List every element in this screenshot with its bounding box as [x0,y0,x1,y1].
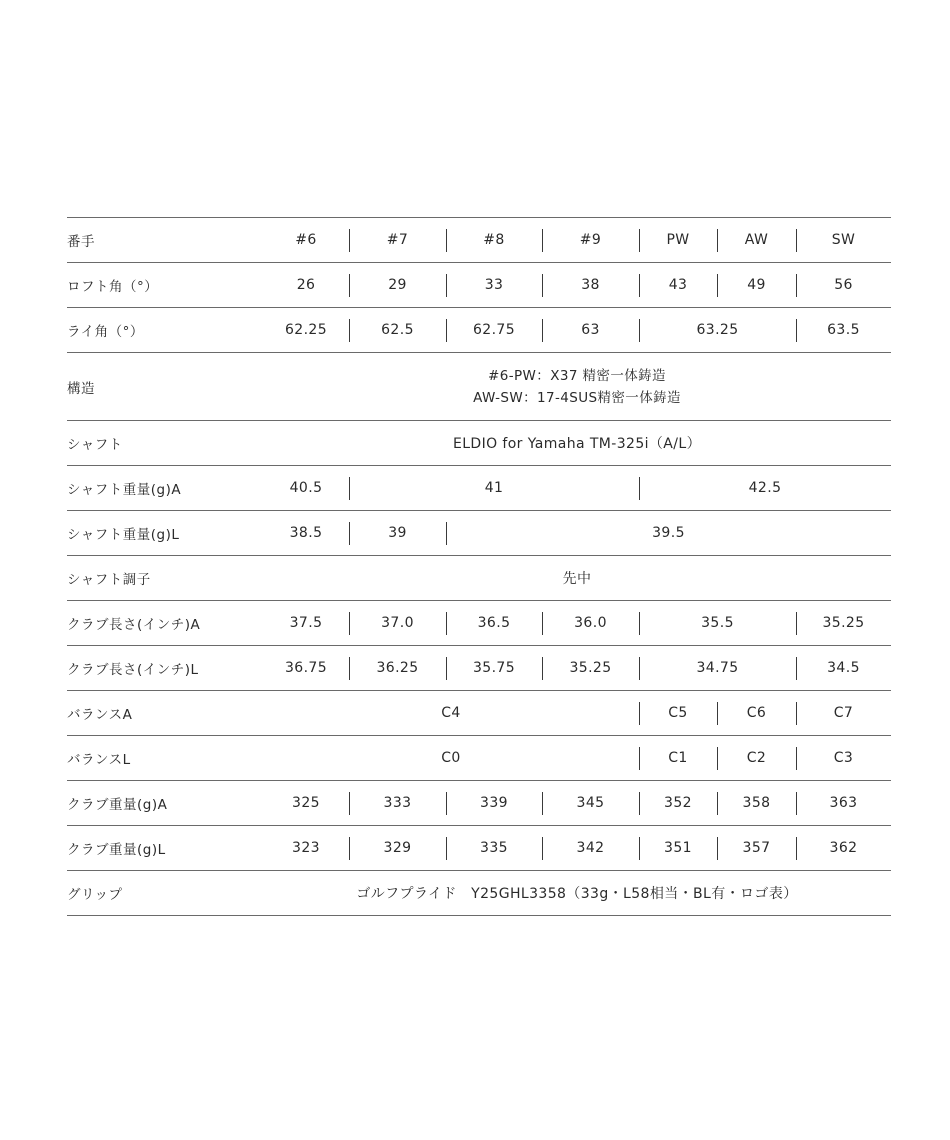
row-label: 構造 [67,380,95,397]
column-divider [639,274,640,297]
spec-cell: AW [744,232,769,248]
spec-cell: PW [666,232,690,248]
spec-row [67,870,891,916]
spec-cell: #8 [483,232,505,248]
column-divider [639,612,640,635]
spec-cell: C0 [441,750,461,766]
column-divider [446,522,447,545]
spec-cell-line: AW-SW：17-4SUS精密一体鋳造 [473,389,681,406]
spec-cell: 29 [388,277,407,293]
spec-cell: 41 [484,480,504,496]
row-label: グリップ [67,887,123,903]
column-divider [717,229,718,252]
column-divider [639,837,640,860]
spec-row [67,307,891,352]
column-divider [446,792,447,815]
spec-cell: 42.5 [748,480,782,496]
spec-cell: 37.0 [381,615,414,631]
column-divider [639,477,640,500]
column-divider [446,837,447,860]
column-divider [796,274,797,297]
row-label: シャフト重量(g)L [67,527,180,543]
spec-cell: 357 [742,840,771,856]
spec-cell: C5 [668,705,688,721]
column-divider [796,747,797,770]
column-divider [349,274,350,297]
spec-cell: 342 [576,840,605,856]
spec-cell: 39 [388,525,407,541]
spec-cell: 49 [747,277,766,293]
column-divider [796,229,797,252]
spec-cell: 56 [834,277,853,293]
column-divider [349,229,350,252]
spec-row [67,735,891,780]
spec-row [67,825,891,870]
column-divider [542,612,543,635]
column-divider [542,319,543,342]
row-label: クラブ重量(g)A [67,797,168,813]
spec-table [67,217,891,916]
spec-cell: 63.5 [827,322,860,338]
spec-cell: 329 [383,840,412,856]
column-divider [349,612,350,635]
column-divider [639,229,640,252]
column-divider [542,837,543,860]
column-divider [349,657,350,680]
column-divider [796,792,797,815]
row-label: クラブ長さ(インチ)A [67,617,201,633]
spec-cell: 34.5 [827,660,860,676]
row-label: 番手 [67,234,95,250]
spec-row [67,465,891,510]
spec-cell [263,353,891,420]
spec-cell: 62.5 [381,322,414,338]
column-divider [639,319,640,342]
row-label: バランスA [67,707,133,723]
spec-cell: 325 [292,795,320,811]
spec-row [67,510,891,555]
row-label: クラブ長さ(インチ)L [67,662,199,678]
column-divider [717,792,718,815]
spec-cell: 39.5 [652,525,685,541]
spec-cell: 36.25 [376,660,419,676]
spec-row [67,420,891,465]
row-label: ライ角（°） [67,324,144,340]
column-divider [542,657,543,680]
column-divider [542,274,543,297]
column-divider [639,657,640,680]
column-divider [796,657,797,680]
column-divider [349,837,350,860]
spec-row [67,262,891,307]
spec-row [67,690,891,735]
spec-cell: C4 [441,705,461,721]
spec-cell: ゴルフプライド Y25GHL3358（33g・L58相当・BL有・ロゴ表） [356,886,798,902]
row-label: クラブ重量(g)L [67,842,166,858]
spec-cell: 335 [480,840,508,856]
column-divider [639,702,640,725]
spec-cell: 26 [296,277,316,293]
column-divider [542,229,543,252]
spec-cell: 63.25 [696,322,739,338]
column-divider [717,274,718,297]
spec-cell: 38 [581,277,600,293]
spec-cell: 363 [829,795,858,811]
column-divider [446,657,447,680]
spec-cell: C7 [833,705,854,721]
column-divider [717,747,718,770]
spec-cell: 62.25 [284,322,328,338]
spec-cell: 35.5 [701,615,734,631]
column-divider [446,274,447,297]
spec-row [67,352,891,420]
row-label: ロフト角（°） [67,279,159,295]
spec-cell: 37.5 [289,615,323,631]
column-divider [446,612,447,635]
row-label: シャフト [67,437,123,453]
column-divider [796,702,797,725]
spec-cell: #7 [386,232,409,248]
column-divider [796,837,797,860]
spec-cell: 35.25 [822,615,865,631]
spec-cell: 62.75 [472,322,516,338]
row-label: バランスL [67,752,131,768]
spec-cell: 35.25 [569,660,612,676]
spec-cell: 352 [664,795,692,811]
spec-cell: 36.0 [574,615,607,631]
row-label: シャフト重量(g)A [67,482,182,498]
spec-cell: C3 [833,750,854,766]
spec-cell: C1 [668,750,688,766]
spec-cell: 先中 [562,571,592,587]
spec-cell: 351 [664,840,692,856]
column-divider [349,792,350,815]
column-divider [639,747,640,770]
spec-cell: 339 [480,795,508,811]
spec-cell: ELDIO for Yamaha TM-325i（A/L） [452,436,702,452]
spec-cell: 323 [292,840,320,856]
column-divider [349,319,350,342]
spec-row [67,555,891,600]
spec-cell: C6 [746,705,767,721]
row-label: シャフト調子 [67,572,151,588]
spec-cell: 333 [383,795,412,811]
spec-cell: 35.75 [472,660,516,676]
spec-row [67,645,891,690]
spec-cell: 362 [829,840,858,856]
spec-cell: 43 [668,277,688,293]
spec-cell: 36.75 [284,660,328,676]
column-divider [446,229,447,252]
column-divider [542,792,543,815]
spec-cell: 33 [484,277,504,293]
spec-cell: SW [831,232,856,248]
spec-row [67,217,891,262]
spec-cell: #6 [295,232,317,248]
spec-cell: 345 [576,795,605,811]
column-divider [796,612,797,635]
column-divider [349,477,350,500]
spec-row [67,780,891,825]
column-divider [639,792,640,815]
spec-cell: 40.5 [289,480,323,496]
spec-cell: 63 [581,322,600,338]
column-divider [717,702,718,725]
column-divider [349,522,350,545]
spec-cell-line: #6-PW：X37 精密一体鋳造 [488,367,666,384]
spec-cell: 358 [742,795,771,811]
column-divider [446,319,447,342]
spec-cell: C2 [746,750,767,766]
column-divider [717,837,718,860]
spec-cell: 34.75 [696,660,739,676]
column-divider [796,319,797,342]
spec-cell: 38.5 [289,525,323,541]
spec-cell: #9 [579,232,602,248]
spec-row [67,600,891,645]
spec-cell: 36.5 [477,615,511,631]
